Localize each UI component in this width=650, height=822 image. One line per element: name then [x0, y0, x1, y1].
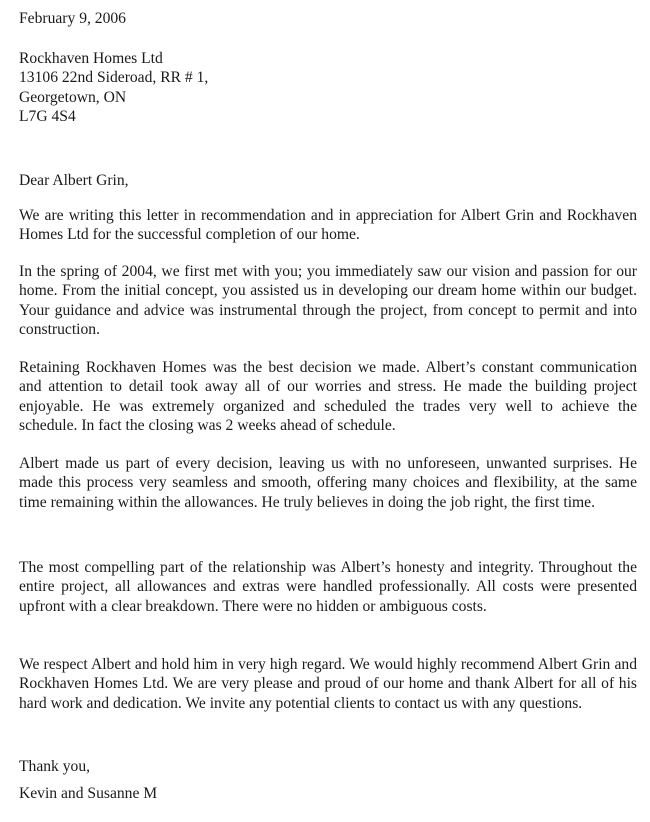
body-paragraph-2: In the spring of 2004, we first met with you; you immediately saw our vision and passion for our home. From the initial concept, you assisted us in developing our dream home within our budget. Your guidance and advice was instrumental through the project, from concept to permit and into construction. — [19, 263, 637, 338]
body-paragraph-3: Retaining Rockhaven Homes was the best decision we made. Albert’s constant communication and attention to detail took away all of our worries and stress. He made the building project enjoyable. He was extremely organized and scheduled the trades very well to achieve the schedule. In fact the closing was 2 weeks ahead of schedule. — [19, 359, 637, 434]
address-line-postal-code: L7G 4S4 — [19, 107, 76, 125]
address-line-street: 13106 22nd Sideroad, RR # 1, — [19, 69, 209, 87]
letter-closing: Thank you, — [19, 758, 91, 775]
recipient-address — [19, 49, 208, 126]
letter-date: February 9, 2006 — [19, 10, 126, 27]
body-paragraph-6: We respect Albert and hold him in very high regard. We would highly recommend Albert Grin and Rockhaven Homes Ltd. We are very please and proud of our home and thank Albert for all of his hard work and dedication. We invite any potential clients to contact us with any questions. — [19, 656, 637, 712]
body-paragraph-5: The most compelling part of the relationship was Albert’s honesty and integrity. Throughout the entire project, all allowances and extras were handled professionally. All costs were presented upfront with a clear breakdown. There were no hidden or ambiguous costs. — [19, 559, 637, 615]
address-line-company: Rockhaven Homes Ltd — [19, 50, 163, 67]
letter-greeting: Dear Albert Grin, — [19, 172, 129, 189]
address-line-city: Georgetown, ON — [19, 88, 127, 106]
body-paragraph-4: Albert made us part of every decision, leaving us with no unforeseen, unwanted surprises. He made this process very seamless and smooth, offering many choices and flexibility, at the same time remaining within the allowances. He truly believes in doing the job right, the first time. — [19, 455, 637, 511]
letter-signature: Kevin and Susanne M — [19, 785, 158, 802]
body-paragraph-1: We are writing this letter in recommendation and in appreciation for Albert Grin and Rockhaven Homes Ltd for the successful completion of our home. — [19, 207, 637, 244]
